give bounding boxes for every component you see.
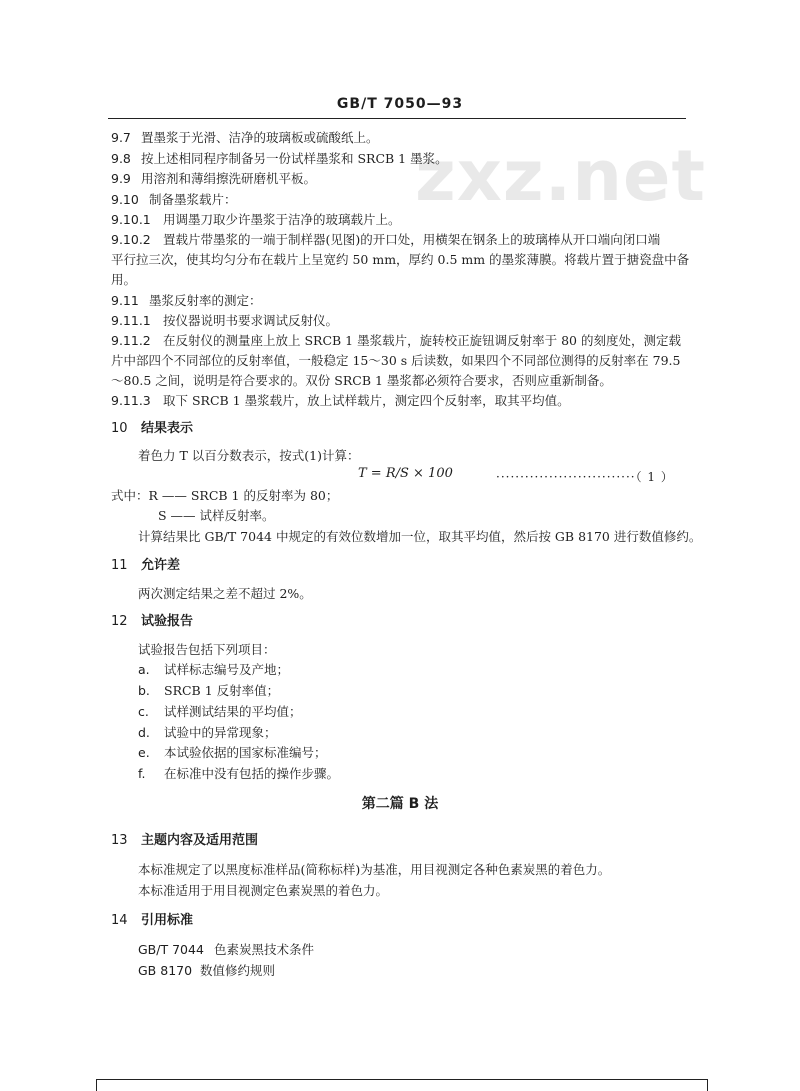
tolerance-text: 两次测定结果之差不超过 2%。 <box>138 586 312 601</box>
where-r: 式中：R —— SRCB 1 的反射率为 80； <box>111 488 339 503</box>
clause-9-8 <box>111 149 691 169</box>
clause-9-9 <box>111 169 691 189</box>
section-10-heading <box>111 419 193 439</box>
list-text: 试验中的异常现象； <box>164 725 277 740</box>
header-rule <box>108 118 686 119</box>
list-item <box>138 681 718 701</box>
result-note: 计算结果比 GB/T 7044 中规定的有效位数增加一位，取其平均值，然后按 GB 8170 进行数值修约。 <box>138 529 702 544</box>
list-text: 本试验依据的国家标准编号； <box>164 745 327 760</box>
part-title: 第二篇 B 法 <box>361 796 439 812</box>
section-title: 结果表示 <box>141 421 194 436</box>
reference-item <box>138 961 718 981</box>
list-item <box>138 660 718 680</box>
reference-item <box>138 940 718 960</box>
page-header: GB/T 7050—93 <box>336 96 464 112</box>
footer-rule <box>96 1079 708 1080</box>
section-number: 12 <box>111 614 128 629</box>
scope-paragraph: 本标准适用于用目视测定色素炭黑的着色力。 <box>138 883 389 898</box>
clause-text-cont: 平行拉三次，使其均匀分布在载片上呈宽约 50 mm，厚约 0.5 mm 的墨浆薄膜。将载片置于搪瓷盘中备 <box>111 252 690 267</box>
list-label: c. <box>138 704 149 719</box>
clause-text: 用调墨刀取少许墨浆于洁净的玻璃载片上。 <box>163 212 401 227</box>
clause-number: 9.11 <box>111 293 139 308</box>
clause-text: 制备墨浆载片： <box>149 192 237 207</box>
clause-number: 9.8 <box>111 151 131 166</box>
clause-9-10-2 <box>111 230 691 250</box>
clause-number: 9.11.1 <box>111 313 151 328</box>
clause-text: 置墨浆于光滑、洁净的玻璃板或硫酸纸上。 <box>141 130 379 145</box>
clause-text: 按仪器说明书要求调试反射仪。 <box>163 313 339 328</box>
list-text: SRCB 1 反射率值； <box>164 683 280 698</box>
clause-text-cont: 用。 <box>111 272 137 287</box>
clause-9-7 <box>111 128 691 148</box>
list-text: 在标准中没有包括的操作步骤。 <box>164 766 340 781</box>
footer-border-right <box>707 1079 708 1091</box>
list-label: b. <box>138 683 150 698</box>
list-label: d. <box>138 725 150 740</box>
section-title: 允许差 <box>141 558 181 573</box>
section-title: 引用标准 <box>141 913 194 928</box>
footer-border-left <box>96 1079 97 1091</box>
formula-number: ·····························（ 1 ） <box>496 470 674 484</box>
list-label: f. <box>138 766 146 781</box>
clause-text: 用溶剂和薄绢擦洗研磨机平板。 <box>141 171 317 186</box>
where-s: S —— 试样反射率。 <box>158 508 275 523</box>
section-title: 试验报告 <box>141 614 194 629</box>
clause-number: 9.7 <box>111 130 131 145</box>
clause-9-11-2 <box>111 331 691 351</box>
section-14-heading <box>111 911 193 931</box>
section-13-heading <box>111 831 258 851</box>
clause-text-cont: ～80.5 之间，说明是符合要求的。双份 SRCB 1 墨浆都必须符合要求，否则应重新制备。 <box>111 373 612 388</box>
section-11-heading <box>111 556 180 576</box>
formula: T = R/S × 100 <box>358 466 453 481</box>
section-number: 14 <box>111 913 128 928</box>
section-12-heading <box>111 612 193 632</box>
clause-number: 9.10.1 <box>111 212 151 227</box>
clause-text: 置载片带墨浆的一端于制样器(见图)的开口处，用横架在钢条上的玻璃棒从开口端向闭口端 <box>163 232 661 247</box>
list-item <box>138 743 718 763</box>
list-item <box>138 702 718 722</box>
clause-9-11 <box>111 291 691 311</box>
clause-9-11-1 <box>111 311 691 331</box>
clause-9-10-1 <box>111 210 691 230</box>
result-intro: 着色力 T 以百分数表示，按式(1)计算： <box>138 448 360 463</box>
clause-text: 按上述相同程序制备另一份试样墨浆和 SRCB 1 墨浆。 <box>141 151 448 166</box>
reference-title: 色素炭黑技术条件 <box>214 942 315 957</box>
clause-text: 取下 SRCB 1 墨浆载片，放上试样载片，测定四个反射率，取其平均值。 <box>163 393 570 408</box>
section-number: 13 <box>111 833 128 848</box>
clause-number: 9.10 <box>111 192 139 207</box>
list-label: a. <box>138 662 150 677</box>
list-label: e. <box>138 745 150 760</box>
list-item <box>138 764 718 784</box>
clause-number: 9.11.3 <box>111 393 151 408</box>
reference-code: GB/T 7044 <box>138 942 204 957</box>
clause-text: 在反射仪的测量座上放上 SRCB 1 墨浆载片，旋转校正旋钮调反射率于 80 的刻度处，测定载 <box>163 333 681 348</box>
clause-9-10 <box>111 190 691 210</box>
clause-number: 9.10.2 <box>111 232 151 247</box>
clause-number: 9.9 <box>111 171 131 186</box>
report-intro: 试验报告包括下列项目： <box>138 642 276 657</box>
clause-text-cont: 片中部四个不同部位的反射率值，一般稳定 15～30 s 后读数，如果四个不同部位测得的反射率在 79.5 <box>111 353 681 368</box>
watermark: zxz.net <box>415 135 706 217</box>
reference-code: GB 8170 <box>138 963 193 978</box>
reference-title: 数值修约规则 <box>200 963 276 978</box>
clause-9-11-3 <box>111 391 691 411</box>
scope-paragraph: 本标准规定了以黑度标准样品(简称标样)为基准，用目视测定各种色素炭黑的着色力。 <box>138 862 611 877</box>
section-number: 10 <box>111 421 128 436</box>
list-item <box>138 723 718 743</box>
list-text: 试样测试结果的平均值； <box>164 704 302 719</box>
list-text: 试样标志编号及产地； <box>164 662 290 677</box>
clause-number: 9.11.2 <box>111 333 151 348</box>
clause-text: 墨浆反射率的测定： <box>149 293 262 308</box>
section-title: 主题内容及适用范围 <box>141 833 259 848</box>
section-number: 11 <box>111 558 128 573</box>
